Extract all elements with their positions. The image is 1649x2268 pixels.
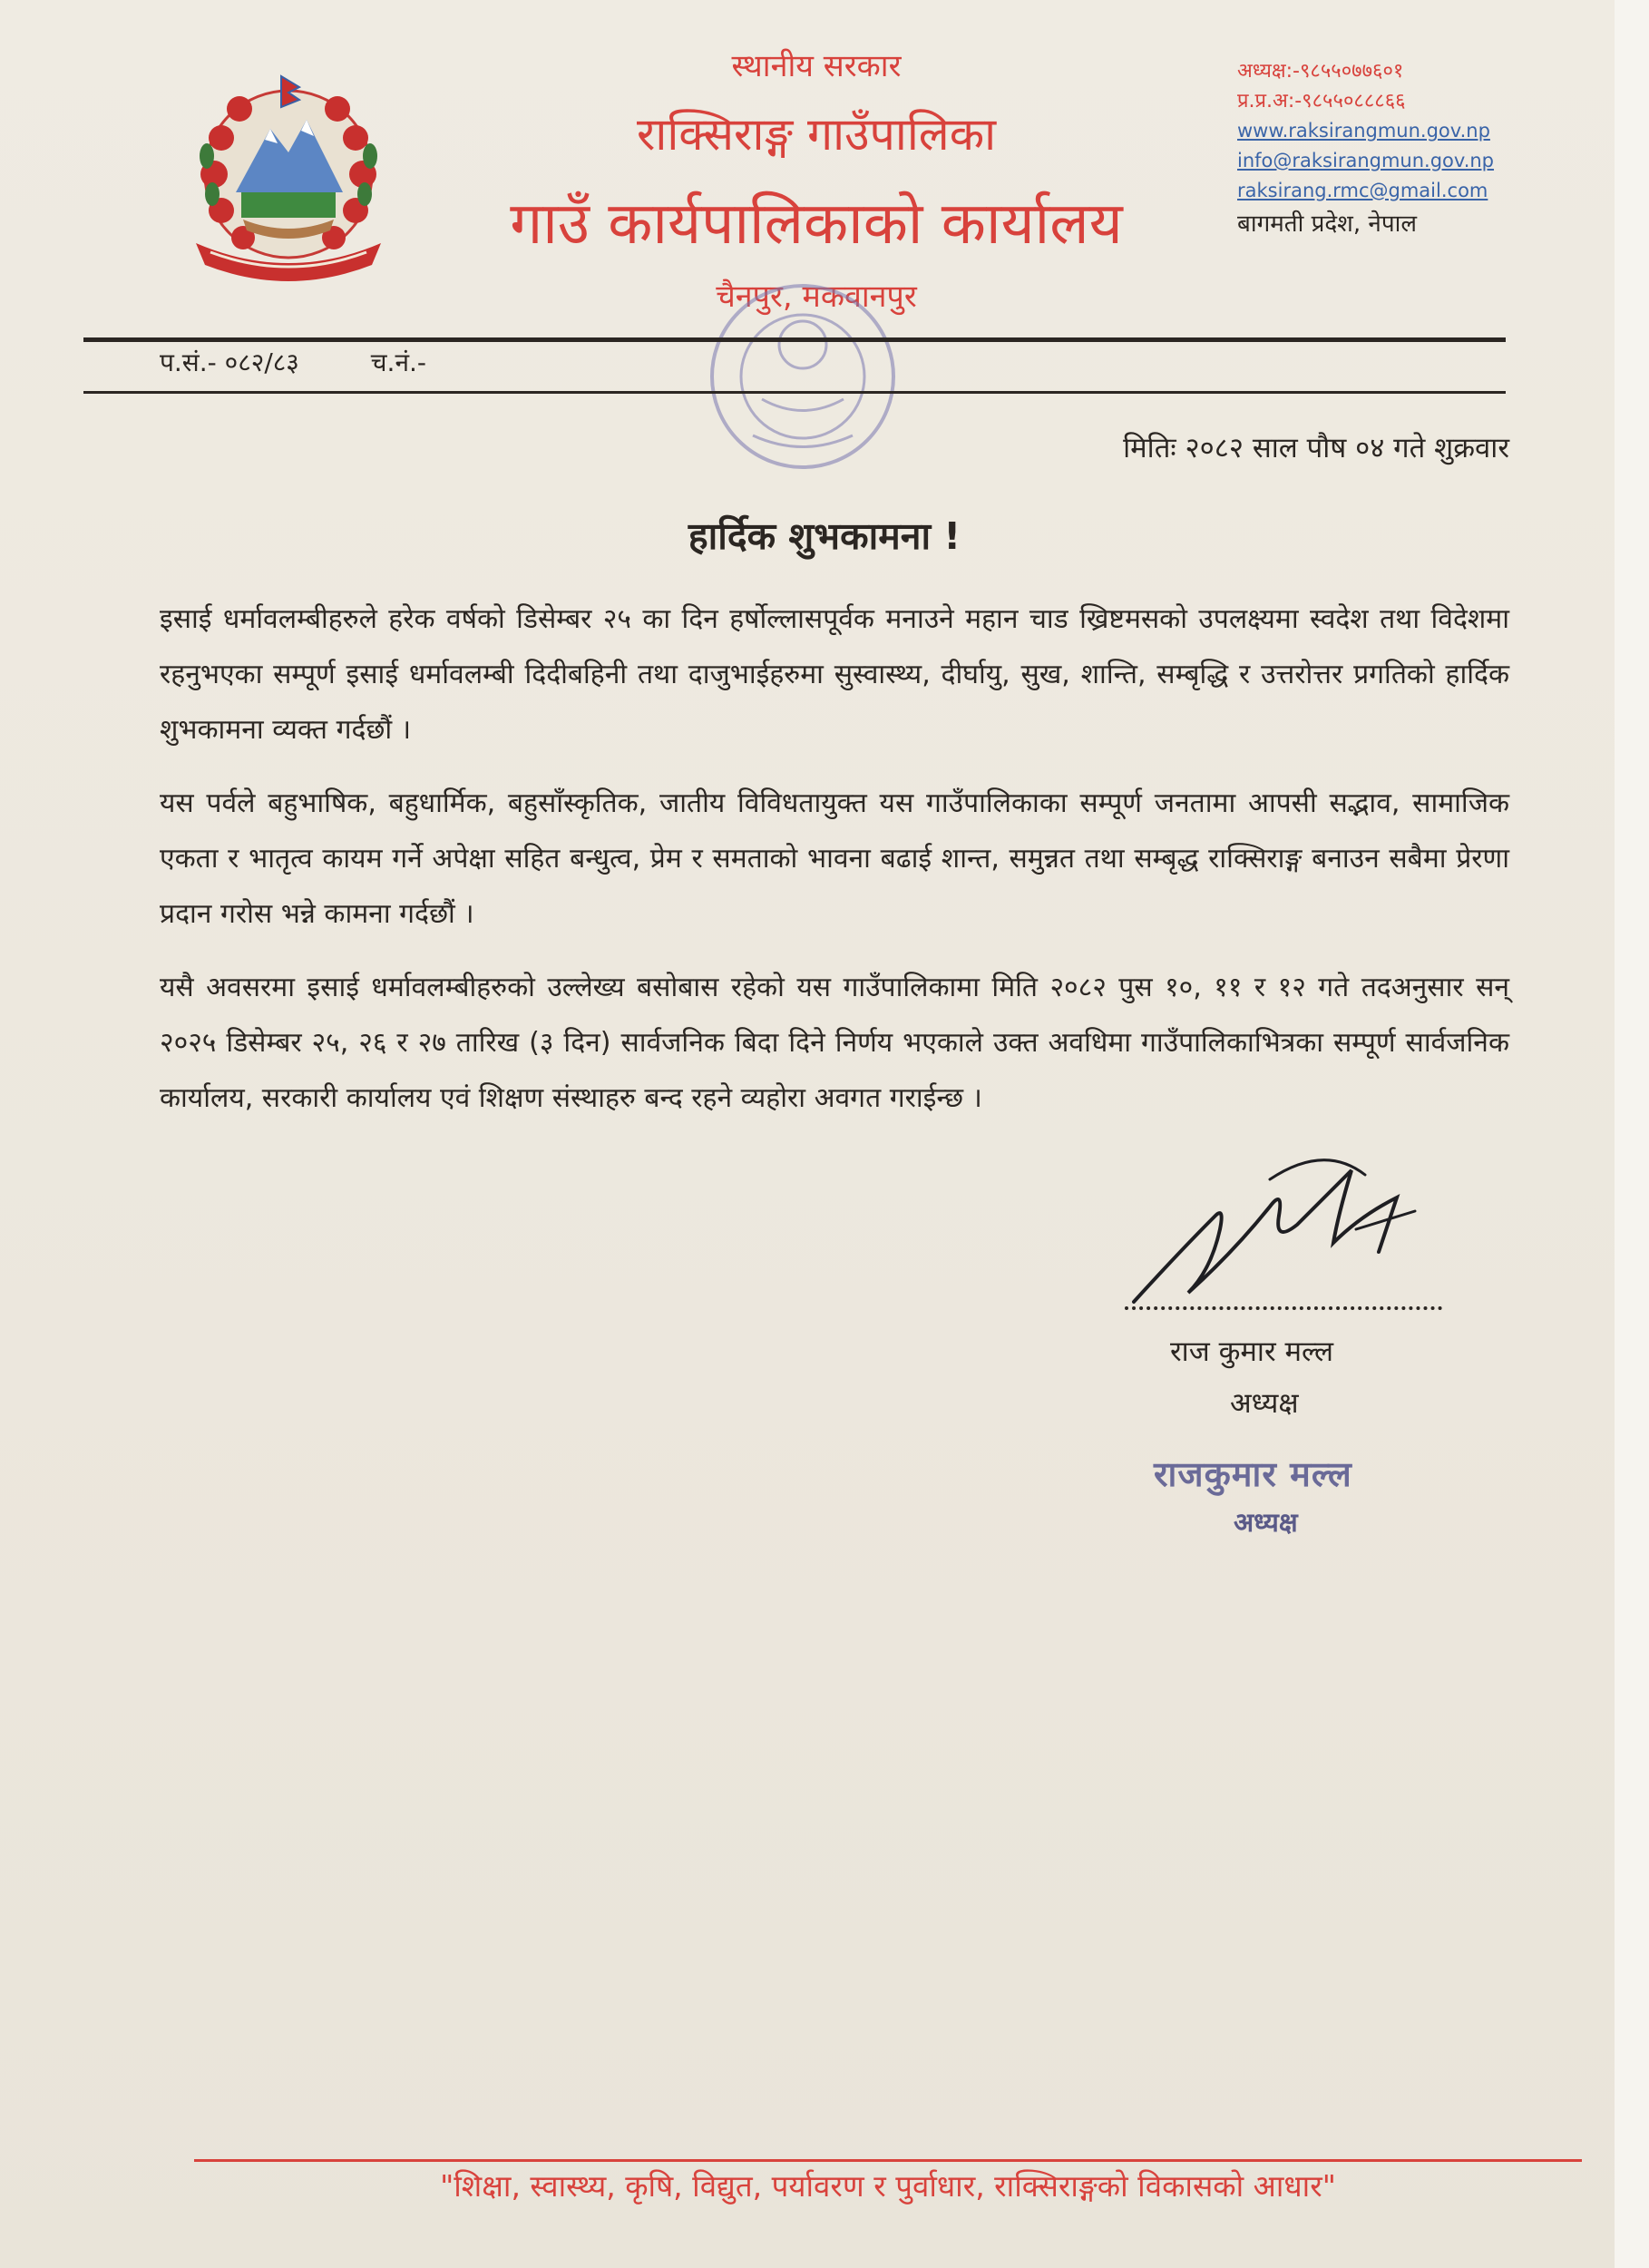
body-paragraph: यसै अवसरमा इसाई धर्मावलम्बीहरुको उल्लेख्य बसोबास रहेको यस गाउँपालिकामा मिति २०८२ पुस १०, ११ र १२ गते तदअनुसार सन् २०२५ डिसेम्बर २५, २६ र २७ तारिख (३ दिन) सार्वजनिक बिदा दिने निर्णय भएकाले उक्त अवधिमा गाउँपालिकाभित्रका सम्पूर्ण सार्वजनिक कार्यालय, सरकारी कार्यालय एवं शिक्षण संस्थाहरु बन्द रहने व्यहोरा अवगत गराईन्छ । bbox=[160, 972, 1509, 1114]
reference-line bbox=[160, 345, 490, 379]
signature-line bbox=[1125, 1306, 1442, 1310]
contact-block bbox=[1237, 56, 1582, 240]
municipality-name: राक्सिराङ्ग गाउँपालिका bbox=[636, 108, 997, 161]
province-address: बागमती प्रदेश, नेपाल bbox=[1237, 210, 1417, 238]
chair-phone: अध्यक्ष:-९८५५०७७६०१ bbox=[1237, 60, 1404, 83]
seal-title: अध्यक्ष bbox=[1234, 1507, 1298, 1538]
government-type: स्थानीय सरकार bbox=[731, 48, 902, 84]
office-stamp-icon bbox=[698, 263, 907, 490]
gmail-link[interactable]: raksirang.rmc@gmail.com bbox=[1237, 180, 1488, 201]
signature-icon bbox=[1125, 1143, 1488, 1325]
signatory-title: अध्यक्ष bbox=[1230, 1387, 1299, 1420]
dispatch-number: च.नं.- bbox=[370, 347, 427, 377]
seal-name: राजकुमार मल्ल bbox=[1154, 1454, 1352, 1494]
body-paragraph: यस पर्वले बहुभाषिक, बहुधार्मिक, बहुसाँस्कृतिक, जातीय विविधतायुक्त यस गाउँपालिकाका सम्पूर्ण जनतामा आपसी सद्भाव, सामाजिक एकता र भातृत्व कायम गर्ने अपेक्षा सहित बन्धुत्व, प्रेम र समताको भावना बढाई शान्त, समुन्नत तथा सम्बृद्ध राक्सिराङ्ग बनाउन सबैमा प्रेरणा प्रदान गरोस भन्ने कामना गर्दछौं । bbox=[160, 787, 1509, 930]
letter-title: हार्दिक शुभकामना ! bbox=[688, 514, 961, 558]
signatory-name: राज कुमार मल्ल bbox=[1170, 1335, 1334, 1368]
letter-number: प.सं.- ०८२/८३ bbox=[160, 347, 299, 377]
footer-motto: "शिक्षा, स्वास्थ्य, कृषि, विद्युत, पर्यावरण र पुर्वाधार, राक्सिराङ्गको विकासको आधार" bbox=[440, 2168, 1336, 2204]
website-link[interactable]: www.raksirangmun.gov.np bbox=[1237, 120, 1490, 142]
header-rule-top bbox=[83, 337, 1506, 342]
letter-body bbox=[160, 591, 1509, 1144]
office-name: गाउँ कार्यपालिकाको कार्यालय bbox=[510, 191, 1123, 258]
header-rule-bottom bbox=[83, 391, 1506, 394]
body-paragraph: इसाई धर्मावलम्बीहरुले हरेक वर्षको डिसेम्बर २५ का दिन हर्षोल्लासपूर्वक मनाउने महान चाड ख्रिष्टमसको उपलक्ष्यमा स्वदेश तथा विदेशमा रहनुभएका सम्पूर्ण इसाई धर्मावलम्बी दिदीबहिनी तथा दाजुभाईहरुमा सुस्वास्थ्य, दीर्घायु, सुख, शान्ति, सम्बृद्धि र उत्तरोत्तर प्रगतिको हार्दिक शुभकामना व्यक्त गर्दछौं । bbox=[160, 603, 1509, 746]
nepal-emblem-icon bbox=[171, 65, 406, 292]
cao-phone: प्र.प्र.अ:-९८५५०८८८६६ bbox=[1237, 90, 1406, 112]
letter-date: मितिः २०८२ साल पौष ०४ गते शुक्रवार bbox=[1123, 432, 1509, 464]
paper-edge bbox=[1615, 0, 1649, 2268]
footer-rule bbox=[194, 2159, 1582, 2162]
office-location: चैनपुर, मकवानपुर bbox=[716, 279, 917, 315]
info-email-link[interactable]: info@raksirangmun.gov.np bbox=[1237, 150, 1495, 171]
